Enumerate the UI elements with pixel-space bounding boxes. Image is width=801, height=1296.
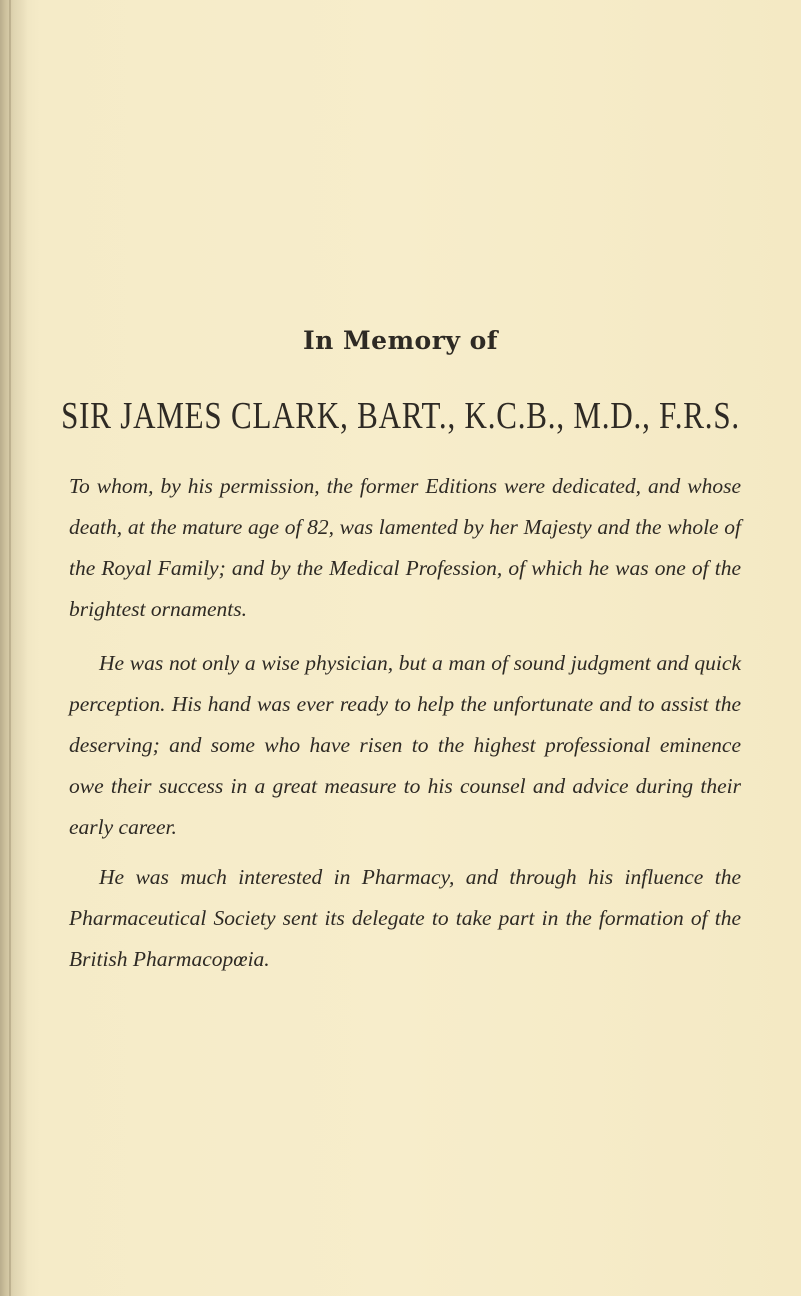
binding-edge-line xyxy=(9,0,11,1296)
dedicatee-name-heading: SIR JAMES CLARK, BART., K.C.B., M.D., F.R.S. xyxy=(61,394,740,437)
in-memory-heading: In Memory of xyxy=(302,326,499,355)
book-gutter-shadow xyxy=(0,0,28,1296)
dedication-paragraph: He was not only a wise physician, but a man of sound judgment and quick perception. His hand was ever ready to help the unfortunate and to assist the deserving; and some who have risen to the highest professional eminence owe their success in a great measure to his counsel and advice during their early career. xyxy=(69,651,741,839)
dedication-paragraph: He was much interested in Pharmacy, and through his influence the Pharmaceutical Society sent its delegate to take part in the formation of the British Pharmacopœia. xyxy=(69,865,741,971)
dedication-paragraph: To whom, by his permission, the former Editions were dedicated, and whose death, at the mature age of 82, was lamented by her Majesty and the whole of the Royal Family; and by the Medical Profession, of which he was one of the brightest ornaments. xyxy=(69,474,741,621)
